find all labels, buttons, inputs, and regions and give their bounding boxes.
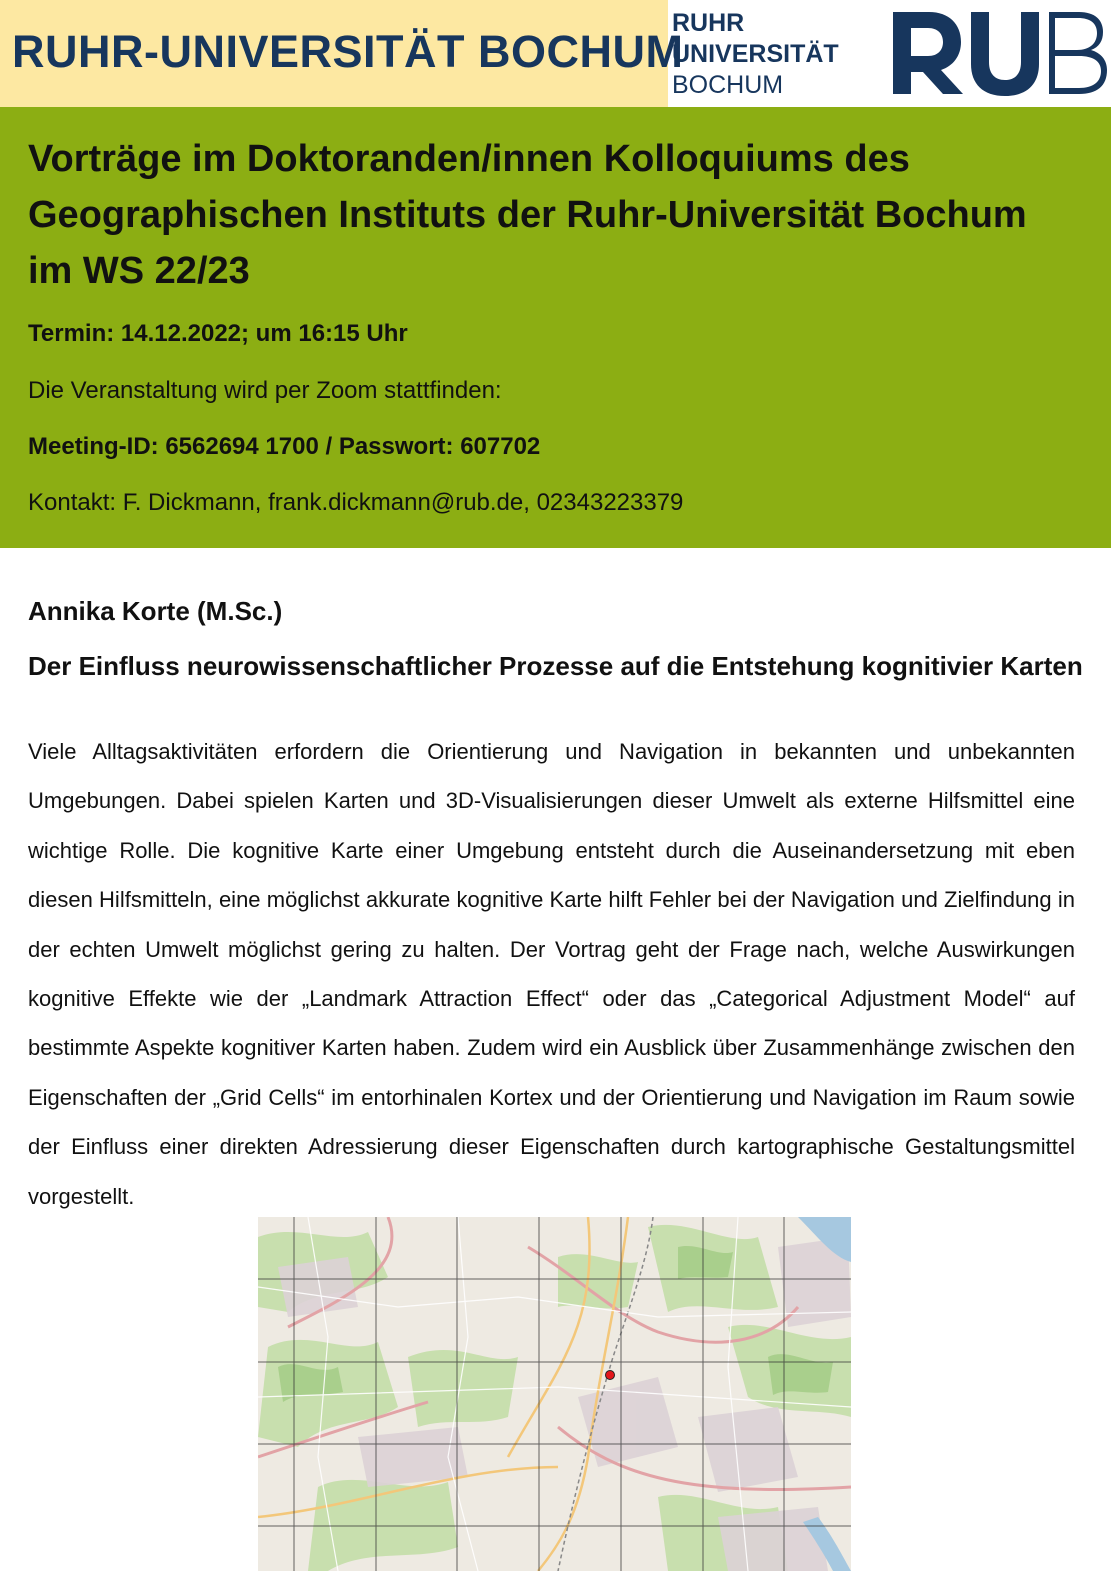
logo-line-bochum: BOCHUM [672, 71, 784, 99]
title-line-1: Vorträge im Doktoranden/innen Kolloquiums des [28, 138, 910, 180]
talk-title: Der Einfluss neurowissenschaftlicher Prozesse auf die Entstehung kognitivier Karten [28, 651, 1083, 681]
location-marker-icon [606, 1371, 615, 1380]
rub-logo-icon [887, 0, 1109, 104]
logo-wordmark [672, 8, 839, 101]
event-date: Termin: 14.12.2022; um 16:15 Uhr [28, 320, 408, 347]
logo-line-universitaet: UNIVERSITÄT [672, 40, 839, 68]
speaker-name: Annika Korte (M.Sc.) [28, 596, 283, 626]
logo-line-ruhr: RUHR [672, 9, 745, 37]
talk-abstract: Viele Alltagsaktivitäten erfordern die Orientierung und Navigation in bekannten und unbekannten Umgebungen. Dabei spielen Karten und 3D-Visualisierungen dieser Umwelt als externe Hilfsmittel eine wichtige Rolle. Die kognitive Karte einer Umgebung entsteht durch die Auseinandersetzung mit eben diesen Hilfsmitteln, eine möglichst akkurate kognitive Karte hilft Fehler bei der Navigation und Zielfindung in der echten Umwelt möglichst gering zu halten. Der Vortrag geht der Frage nach, welche Auswirkungen kognitive Effekte wie der „Landmark Attraction Effect“ oder das „Categorical Adjustment Model“ auf bestimmte Aspekte kognitiver Karten haben. Zudem wird ein Ausblick über Zusammenhänge zwischen den Eigenschaften der „Grid Cells“ im entorhinalen Kortex und der Orientierung und Navigation im Raum sowie der Einfluss einer direkten Adressierung dieser Eigenschaften durch kartographische Gestaltungsmittel vorgestellt. [28, 739, 1075, 1209]
colloquium-title [28, 131, 1098, 299]
zoom-note: Die Veranstaltung wird per Zoom stattfinden: [28, 377, 502, 404]
contact-info: Kontakt: F. Dickmann, frank.dickmann@rub.de, 02343223379 [28, 489, 684, 516]
title-line-3: im WS 22/23 [28, 250, 250, 292]
header-band [0, 0, 684, 107]
university-name: RUHR-UNIVERSITÄT BOCHUM [12, 26, 684, 77]
street-map-with-grid-image [258, 1217, 851, 1571]
title-line-2: Geographischen Instituts der Ruhr-Universität Bochum [28, 194, 1027, 236]
meeting-credentials: Meeting-ID: 6562694 1700 / Passwort: 607702 [28, 433, 541, 460]
header [0, 0, 1111, 107]
